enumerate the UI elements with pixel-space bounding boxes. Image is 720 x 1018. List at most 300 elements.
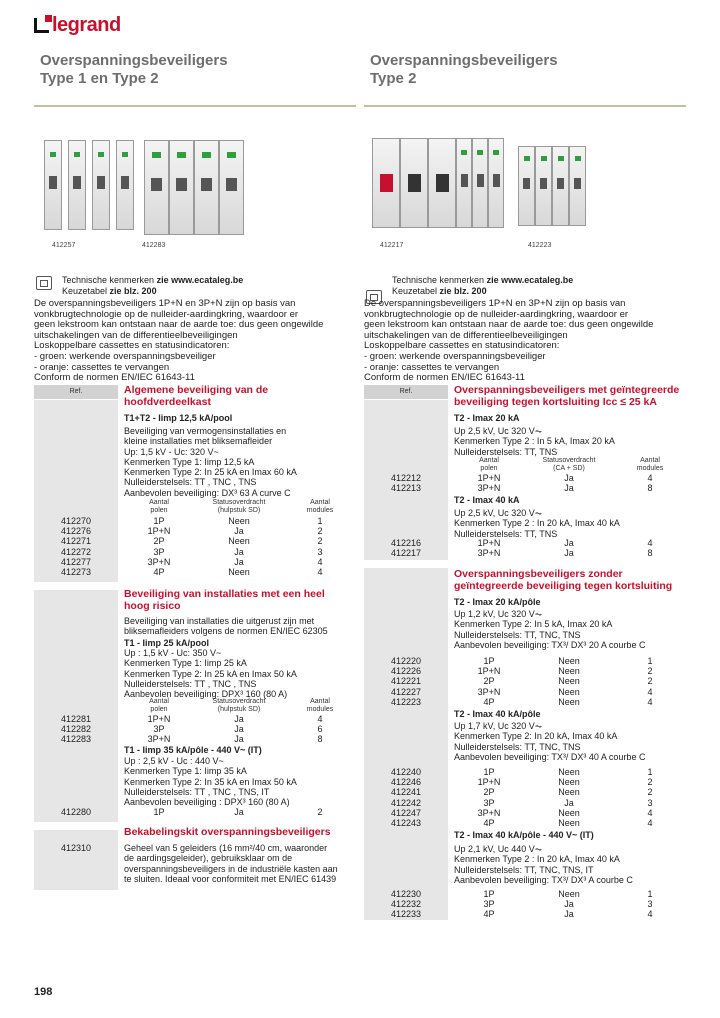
cell-status: Ja — [564, 797, 574, 808]
cell-status: Neen — [558, 807, 580, 818]
cell-poles: 3P+N — [477, 483, 501, 494]
spec-line: Up : 1,5 kV - Uc: 350 V~ — [124, 648, 222, 658]
left-ref-header: Ref. — [34, 385, 118, 399]
table-row — [124, 714, 356, 724]
left-info-label-2: Keuzetabel — [62, 286, 110, 296]
left-intro-line: geen lekstroom kan ontstaan naar de aarde toe: dus geen ongewilde — [34, 319, 324, 331]
cell-status: Ja — [234, 714, 244, 724]
right-section-2-text-3 — [454, 844, 633, 885]
col-head-poles: polen — [150, 705, 168, 713]
ref-number: 412213 — [390, 483, 422, 494]
spec-line: Nulleiderstelsels: TT, TNC, TNS — [454, 741, 581, 752]
cell-status: Ja — [564, 548, 574, 559]
table-row — [124, 516, 356, 526]
photo-caption-412223: 412223 — [528, 242, 552, 249]
right-r2c-refs — [364, 889, 448, 920]
table-row — [454, 899, 686, 909]
cell-status: Ja — [564, 909, 574, 920]
left-section-2-title — [124, 589, 325, 612]
ref-number: 412241 — [390, 787, 422, 798]
right-ecataleg-link[interactable]: zie www.ecataleg.be — [486, 275, 574, 285]
cell-modules: 2 — [317, 526, 323, 537]
left-title-line2: Type 1 en Type 2 — [40, 70, 159, 87]
right-section-1-title-line: beveiliging tegen kortsluiting Icc ≤ 25 kA — [454, 395, 657, 408]
col-head-status: (CA + SD) — [553, 464, 585, 472]
photo-412283 — [144, 140, 244, 235]
left-section-1-title-line: Algemene beveiliging van de — [124, 384, 269, 396]
cell-modules: 2 — [647, 777, 653, 788]
photo-caption-412217: 412217 — [380, 242, 404, 249]
legrand-logo — [34, 14, 121, 37]
cell-modules: 3 — [317, 546, 323, 557]
cell-modules: 3 — [647, 899, 653, 910]
ref-number: 412220 — [390, 656, 422, 666]
ref-number: 412283 — [60, 734, 92, 745]
left-section-1-column-headers — [124, 499, 356, 514]
cell-status: Neen — [558, 696, 580, 707]
spec-line: Aanbevolen beveiliging: DPX³ 160 (80 A) — [124, 689, 288, 700]
spec-line: Up 2,5 kV, Uc 320 V⏦ — [454, 426, 543, 436]
table-row — [124, 526, 356, 536]
cell-status: Neen — [558, 787, 580, 798]
spec-line: Kenmerken Type 1: Iimp 35 kA — [124, 766, 247, 777]
ref-number: 412272 — [60, 546, 92, 557]
ref-number: 412281 — [60, 714, 92, 724]
table-row — [454, 818, 686, 828]
table-row — [454, 767, 686, 777]
ref-number: 412226 — [390, 666, 422, 677]
cell-status: Neen — [228, 567, 250, 578]
cell-poles: 2P — [483, 676, 495, 687]
right-r2b-refs — [364, 767, 448, 828]
ref-number: 412273 — [60, 567, 92, 578]
col-head-modules: modules — [306, 506, 334, 514]
right-intro-line: Loskoppelbare cassettes en statusindicatoren: — [364, 340, 560, 352]
right-r1a-refs — [364, 473, 448, 493]
left-section-3-text — [124, 843, 338, 884]
cell-status: Neen — [558, 656, 580, 666]
spec-line: Nulleiderstelsels: TT, TNS — [454, 528, 558, 539]
right-section-2-subtitle-2: T2 - Imax 40 kA/pôle — [454, 709, 541, 719]
cell-poles: 4P — [153, 567, 165, 578]
cell-modules: 3 — [647, 797, 653, 808]
spec-line: Kenmerken Type 2 : In 20 kA, Imax 40 kA — [454, 854, 620, 865]
photo-412217 — [372, 138, 504, 228]
cell-poles: 2P — [153, 536, 165, 547]
cell-poles: 1P — [153, 516, 165, 526]
photo-caption-412257: 412257 — [52, 242, 76, 249]
spec-line: de aardingsgeleider), gebruiksklaar om de — [124, 853, 293, 864]
table-row — [454, 473, 686, 483]
table-row — [454, 666, 686, 676]
left-section-1-title — [124, 385, 268, 408]
cell-modules: 4 — [647, 686, 653, 697]
cell-poles: 1P+N — [147, 526, 171, 537]
right-section-1-title-line: Overspanningsbeveiligers met geïntegreerde — [454, 384, 680, 396]
col-head-modules: modules — [306, 705, 334, 713]
right-intro-line: vonkbrugtechnologie op de nulleider-aardingkring, waardoor er — [364, 308, 629, 320]
left-intro-line: De overspanningsbeveiligers 1P+N en 3P+N zijn op basis van — [34, 298, 296, 309]
ref-number: 412223 — [390, 696, 422, 707]
left-intro-line: Loskoppelbare cassettes en statusindicatoren: — [34, 340, 230, 352]
spec-line: Kenmerken Type 2: In 20 kA, Imax 40 kA — [454, 731, 618, 742]
col-head-status: Statusoverdracht — [212, 499, 266, 506]
left-ref-column-block-3 — [34, 830, 118, 890]
col-head-status: Statusoverdracht — [212, 698, 266, 705]
spec-line: Up: 1,5 kV - Uc: 320 V~ — [124, 446, 219, 457]
col-head-poles: polen — [150, 506, 168, 514]
cell-poles: 3P+N — [477, 548, 501, 559]
left-title-rule — [34, 105, 356, 107]
ref-number: 412221 — [390, 676, 422, 687]
cell-modules: 2 — [647, 666, 653, 677]
ref-number: 412227 — [390, 686, 422, 697]
table-row — [124, 536, 356, 546]
right-section-1-text-1 — [454, 426, 615, 457]
table-row — [454, 889, 686, 899]
left-section-1-text — [124, 426, 297, 498]
right-section-1-title — [454, 385, 679, 408]
cell-modules: 4 — [647, 909, 653, 920]
cell-status: Ja — [234, 807, 244, 817]
cell-modules: 2 — [647, 676, 653, 687]
right-section-2-text-1 — [454, 609, 645, 650]
table-row — [124, 807, 356, 817]
right-info-label-1: Technische kenmerken — [392, 275, 487, 285]
cell-status: Ja — [564, 473, 574, 483]
cell-poles: 3P — [153, 724, 165, 735]
spec-line: Kenmerken Type 1: Iimp 25 kA — [124, 658, 247, 669]
cell-modules: 2 — [647, 787, 653, 798]
cell-poles: 4P — [483, 696, 495, 707]
spec-line: Kenmerken Type 2 : In 5 kA, Imax 20 kA — [454, 436, 615, 447]
left-intro-line: uitschakelingen van de differentieelbeveiligingen — [34, 329, 238, 341]
table-row — [454, 808, 686, 818]
spec-line: Up 2,5 kV, Uc 320 V⏦ — [454, 508, 543, 518]
left-title-line1: Overspanningsbeveiligers — [40, 52, 228, 69]
cell-modules: 1 — [647, 656, 653, 666]
spec-line: Nulleiderstelsels: TT, TNS — [454, 446, 558, 457]
spec-line: Up 2,1 kV, Uc 440 V⏦ — [454, 844, 543, 854]
left-section-2-subtitle-2: T1 - Iimp 35 kA/pôle - 440 V~ (IT) — [124, 745, 262, 755]
legrand-logo-mark-icon — [34, 18, 49, 33]
spec-line: Aanbevolen beveiliging: TX³/ DX³ 40 A courbe C — [454, 751, 646, 762]
left-s2-refs — [34, 714, 118, 745]
right-intro-line: - oranje: cassettes te vervangen — [364, 361, 500, 373]
cell-status: Ja — [564, 483, 574, 494]
right-section-2-title-line: geïntegreerde beveiliging tegen kortsluiting — [454, 579, 673, 592]
cell-modules: 4 — [317, 556, 323, 567]
cell-poles: 3P — [483, 797, 495, 808]
table-row — [124, 547, 356, 557]
ref-number: 412280 — [60, 807, 92, 817]
cell-poles: 3P+N — [147, 734, 171, 745]
cell-status: Ja — [564, 899, 574, 910]
right-section-2-title-line: Overspanningsbeveiligers zonder — [454, 568, 623, 580]
spec-line: Nulleiderstelsels: TT, TNC, TNS, IT — [454, 864, 594, 875]
cell-status: Neen — [558, 777, 580, 788]
ref-number: 412246 — [390, 777, 422, 788]
cell-poles: 2P — [483, 787, 495, 798]
page-number: 198 — [34, 986, 53, 998]
photo-412223 — [518, 146, 586, 226]
ref-number: 412271 — [60, 536, 92, 547]
left-s2b-refs — [34, 807, 118, 817]
right-r1b-table — [454, 538, 686, 558]
table-row — [124, 724, 356, 734]
left-section-2-text — [124, 616, 328, 637]
right-intro — [364, 299, 653, 384]
table-row — [124, 567, 356, 577]
photo-caption-412283: 412283 — [142, 242, 166, 249]
spec-line: te sluiten. Ideaal voor conformiteit met EN/IEC 61439 — [124, 873, 337, 884]
cell-status: Ja — [234, 556, 244, 567]
right-r2c-table — [454, 889, 686, 920]
cell-modules: 6 — [317, 724, 323, 735]
left-intro-line: - groen: werkende overspanningsbeveiliger — [34, 350, 216, 362]
left-s2-table — [124, 714, 356, 745]
cell-modules: 8 — [317, 734, 323, 745]
right-section-1-text-2 — [454, 508, 620, 539]
right-intro-line: De overspanningsbeveiligers 1P+N en 3P+N zijn op basis van — [364, 298, 626, 309]
cell-poles: 1P+N — [147, 714, 171, 724]
left-intro-line: - oranje: cassettes te vervangen — [34, 361, 170, 373]
spec-line: Aanbevolen beveiliging: TX³/ DX³ A courbe C — [454, 874, 633, 885]
cell-status: Ja — [234, 546, 244, 557]
right-title-line1: Overspanningsbeveiligers — [370, 52, 558, 69]
right-section-2-text-2 — [454, 721, 645, 762]
table-row — [454, 697, 686, 707]
cell-status: Ja — [234, 526, 244, 537]
cell-modules: 8 — [647, 548, 653, 559]
cell-poles: 1P+N — [477, 777, 501, 788]
cell-modules: 1 — [647, 767, 653, 777]
ref-number: 412243 — [390, 818, 422, 829]
ref-number: 412242 — [390, 797, 422, 808]
table-row — [454, 548, 686, 558]
cell-modules: 1 — [647, 889, 653, 899]
col-head-modules: Aantal — [310, 698, 330, 705]
col-head-status: (hulpstuk SD) — [217, 705, 261, 713]
right-ref-column-block-2 — [364, 568, 448, 920]
table-row — [454, 909, 686, 919]
spec-line: overspanningsbeveiligers in de industriële kasten aan — [124, 863, 338, 874]
cell-modules: 2 — [317, 807, 323, 817]
col-head-modules: Aantal — [640, 457, 660, 464]
table-row — [454, 676, 686, 686]
cell-modules: 4 — [647, 807, 653, 818]
ref-number: 412270 — [60, 516, 92, 526]
left-intro-line: vonkbrugtechnologie op de nulleider-aardingkring, waardoor er — [34, 308, 299, 320]
table-row — [454, 777, 686, 787]
left-s1-table — [124, 516, 356, 577]
ref-number: 412247 — [390, 807, 422, 818]
left-section-1-subtitle: T1+T2 - Iimp 12,5 kA/pool — [124, 413, 233, 423]
cell-poles: 1P — [483, 656, 495, 666]
right-info — [392, 275, 573, 297]
spec-line: Kenmerken Type 2: In 25 kA en Imax 50 kA — [124, 668, 297, 679]
cell-poles: 3P — [483, 899, 495, 910]
left-section-3-title: Bekabelingskit overspanningsbeveiligers — [124, 826, 331, 838]
cell-poles: 1P — [483, 767, 495, 777]
right-r1b-refs — [364, 538, 448, 558]
cell-poles: 3P+N — [147, 556, 171, 567]
table-row — [454, 483, 686, 493]
spec-line: Kenmerken Type 2 : In 20 kA, Imax 40 kA — [454, 518, 620, 529]
ref-number: 412212 — [390, 473, 422, 483]
spec-line: Kenmerken Type 1: Iimp 12,5 kA — [124, 456, 255, 467]
ref-number: 412310 — [60, 843, 92, 853]
col-head-poles: Aantal — [149, 499, 169, 506]
ref-number: 412233 — [390, 909, 422, 920]
right-intro-line: uitschakelingen van de differentieelbeveiligingen — [364, 329, 568, 341]
ref-number: 412276 — [60, 526, 92, 537]
ref-number: 412217 — [390, 548, 422, 559]
ref-number: 412240 — [390, 767, 422, 777]
left-s1-refs — [34, 516, 118, 577]
left-section-2-title-line: hoog risico — [124, 599, 181, 612]
col-head-poles: Aantal — [479, 457, 499, 464]
left-section-2-text-2 — [124, 648, 297, 699]
left-info — [62, 275, 243, 297]
cell-status: Neen — [558, 666, 580, 677]
cell-poles: 1P — [153, 807, 165, 817]
spec-line: bliksemafleiders volgens de normen EN/IEC 62305 — [124, 626, 328, 637]
ref-number: 412277 — [60, 556, 92, 567]
ref-number: 412232 — [390, 899, 422, 910]
right-r2a-table — [454, 656, 686, 707]
right-section-1-column-headers — [454, 457, 686, 472]
spec-line: Up : 2,5 kV - Uc : 440 V~ — [124, 756, 224, 766]
col-head-modules: modules — [636, 464, 664, 472]
left-intro — [34, 299, 323, 384]
spec-line: Geheel van 5 geleiders (16 mm²/40 cm, waaronder — [124, 843, 328, 853]
right-r1a-table — [454, 473, 686, 493]
table-row — [454, 787, 686, 797]
right-title-line2: Type 2 — [370, 70, 417, 87]
left-intro-line: Conform de normen EN/IEC 61643-11 — [34, 372, 195, 384]
cell-status: Ja — [564, 538, 574, 548]
spec-line: Kenmerken Type 2: In 35 kA en Imax 50 kA — [124, 776, 297, 787]
right-intro-line: geen lekstroom kan ontstaan naar de aarde toe: dus geen ongewilde — [364, 319, 654, 331]
left-s2b-table — [124, 807, 356, 817]
left-section-2-title-line: Beveiliging van installaties met een heel — [124, 588, 325, 600]
cell-modules: 4 — [647, 818, 653, 829]
left-s3-refs — [34, 843, 118, 853]
left-ecataleg-link[interactable]: zie www.ecataleg.be — [156, 275, 244, 285]
right-section-1-subtitle-1: T2 - Imax 20 kA — [454, 413, 520, 423]
cell-status: Neen — [558, 818, 580, 829]
table-row — [454, 656, 686, 666]
cell-modules: 1 — [317, 516, 323, 526]
cell-status: Neen — [558, 767, 580, 777]
spec-line: Nulleiderstelsels: TT , TNC , TNS, IT — [124, 786, 270, 797]
cell-modules: 4 — [317, 714, 323, 724]
right-info-label-2: Keuzetabel — [392, 286, 440, 296]
cell-poles: 3P+N — [477, 686, 501, 697]
photo-412257 — [44, 140, 134, 230]
spec-line: Nulleiderstelsels: TT , TNC , TNS — [124, 477, 257, 488]
spec-line: Up 1,2 kV, Uc 320 V⏦ — [454, 609, 543, 619]
legrand-logo-text: legrand — [52, 14, 121, 36]
spec-line: Nulleiderstelsels: TT , TNC , TNS — [124, 678, 257, 689]
cell-status: Neen — [558, 686, 580, 697]
spec-line: Aanbevolen beveiliging : DPX³ 160 (80 A) — [124, 797, 290, 808]
cell-modules: 4 — [647, 538, 653, 548]
spec-line: Beveiliging van vermogensinstallaties en — [124, 426, 287, 436]
cell-modules: 4 — [647, 696, 653, 707]
cell-status: Neen — [228, 516, 250, 526]
cell-poles: 1P+N — [477, 538, 501, 548]
table-row — [124, 557, 356, 567]
right-intro-line: Conform de normen EN/IEC 61643-11 — [364, 372, 525, 384]
cell-status: Ja — [234, 724, 244, 735]
right-keuzetabel-link[interactable]: zie blz. 200 — [439, 286, 487, 296]
right-section-2-subtitle-1: T2 - Imax 20 kA/pôle — [454, 597, 541, 607]
col-head-status: Statusoverdracht — [542, 457, 596, 464]
table-row — [454, 798, 686, 808]
right-section-2-subtitle-3: T2 - Imax 40 kA/pôle - 440 V~ (IT) — [454, 830, 594, 840]
col-head-status: (hulpstuk SD) — [217, 506, 261, 514]
cell-modules: 2 — [317, 536, 323, 547]
cell-modules: 4 — [647, 473, 653, 483]
right-section-1-subtitle-2: T2 - Imax 40 kA — [454, 495, 520, 505]
cell-status: Neen — [558, 676, 580, 687]
left-info-label-1: Technische kenmerken — [62, 275, 157, 285]
cell-status: Neen — [558, 889, 580, 899]
table-row — [454, 687, 686, 697]
cell-modules: 4 — [317, 567, 323, 578]
spec-line: Aanbevolen beveiliging: DX³ 63 A curve C — [124, 487, 291, 498]
ref-number: 412230 — [390, 889, 422, 899]
left-keuzetabel-link[interactable]: zie blz. 200 — [109, 286, 157, 296]
left-section-2-text-3 — [124, 756, 297, 807]
right-title-rule — [364, 105, 686, 107]
table-row — [454, 538, 686, 548]
right-intro-line: - groen: werkende overspanningsbeveiliger — [364, 350, 546, 362]
right-title — [370, 52, 558, 88]
cell-poles: 4P — [483, 909, 495, 920]
right-r2a-refs — [364, 656, 448, 707]
catalog-info-icon — [36, 276, 52, 290]
col-head-modules: Aantal — [310, 499, 330, 506]
left-title — [40, 52, 228, 88]
spec-line: kleine installaties met bliksemafleider — [124, 436, 273, 447]
ref-number: 412282 — [60, 724, 92, 735]
left-section-2-subtitle-1: T1 - Iimp 25 kA/pool — [124, 638, 210, 648]
left-section-2-column-headers — [124, 698, 356, 713]
cell-poles: 1P+N — [477, 473, 501, 483]
right-section-2-title — [454, 569, 672, 592]
left-section-1-title-line: hoofdverdeelkast — [124, 395, 211, 408]
col-head-poles: Aantal — [149, 698, 169, 705]
left-ref-column-block-2 — [34, 590, 118, 822]
spec-line: Kenmerken Type 2: In 25 kA en Imax 60 kA — [124, 467, 297, 478]
cell-poles: 4P — [483, 818, 495, 829]
cell-poles: 3P+N — [477, 807, 501, 818]
cell-poles: 1P — [483, 889, 495, 899]
col-head-poles: polen — [480, 464, 498, 472]
spec-line: Up 1,7 kV, Uc 320 V⏦ — [454, 721, 543, 731]
cell-status: Ja — [234, 734, 244, 745]
right-ref-header: Ref. — [364, 385, 448, 399]
ref-number: 412216 — [390, 538, 422, 548]
cell-poles: 1P+N — [477, 666, 501, 677]
spec-line: Nulleiderstelsels: TT, TNC, TNS — [454, 629, 581, 640]
spec-line: Kenmerken Type 2: In 5 kA, Imax 20 kA — [454, 619, 613, 630]
cell-status: Neen — [228, 536, 250, 547]
spec-line: Beveiliging van installaties die uitgerust zijn met — [124, 616, 315, 626]
